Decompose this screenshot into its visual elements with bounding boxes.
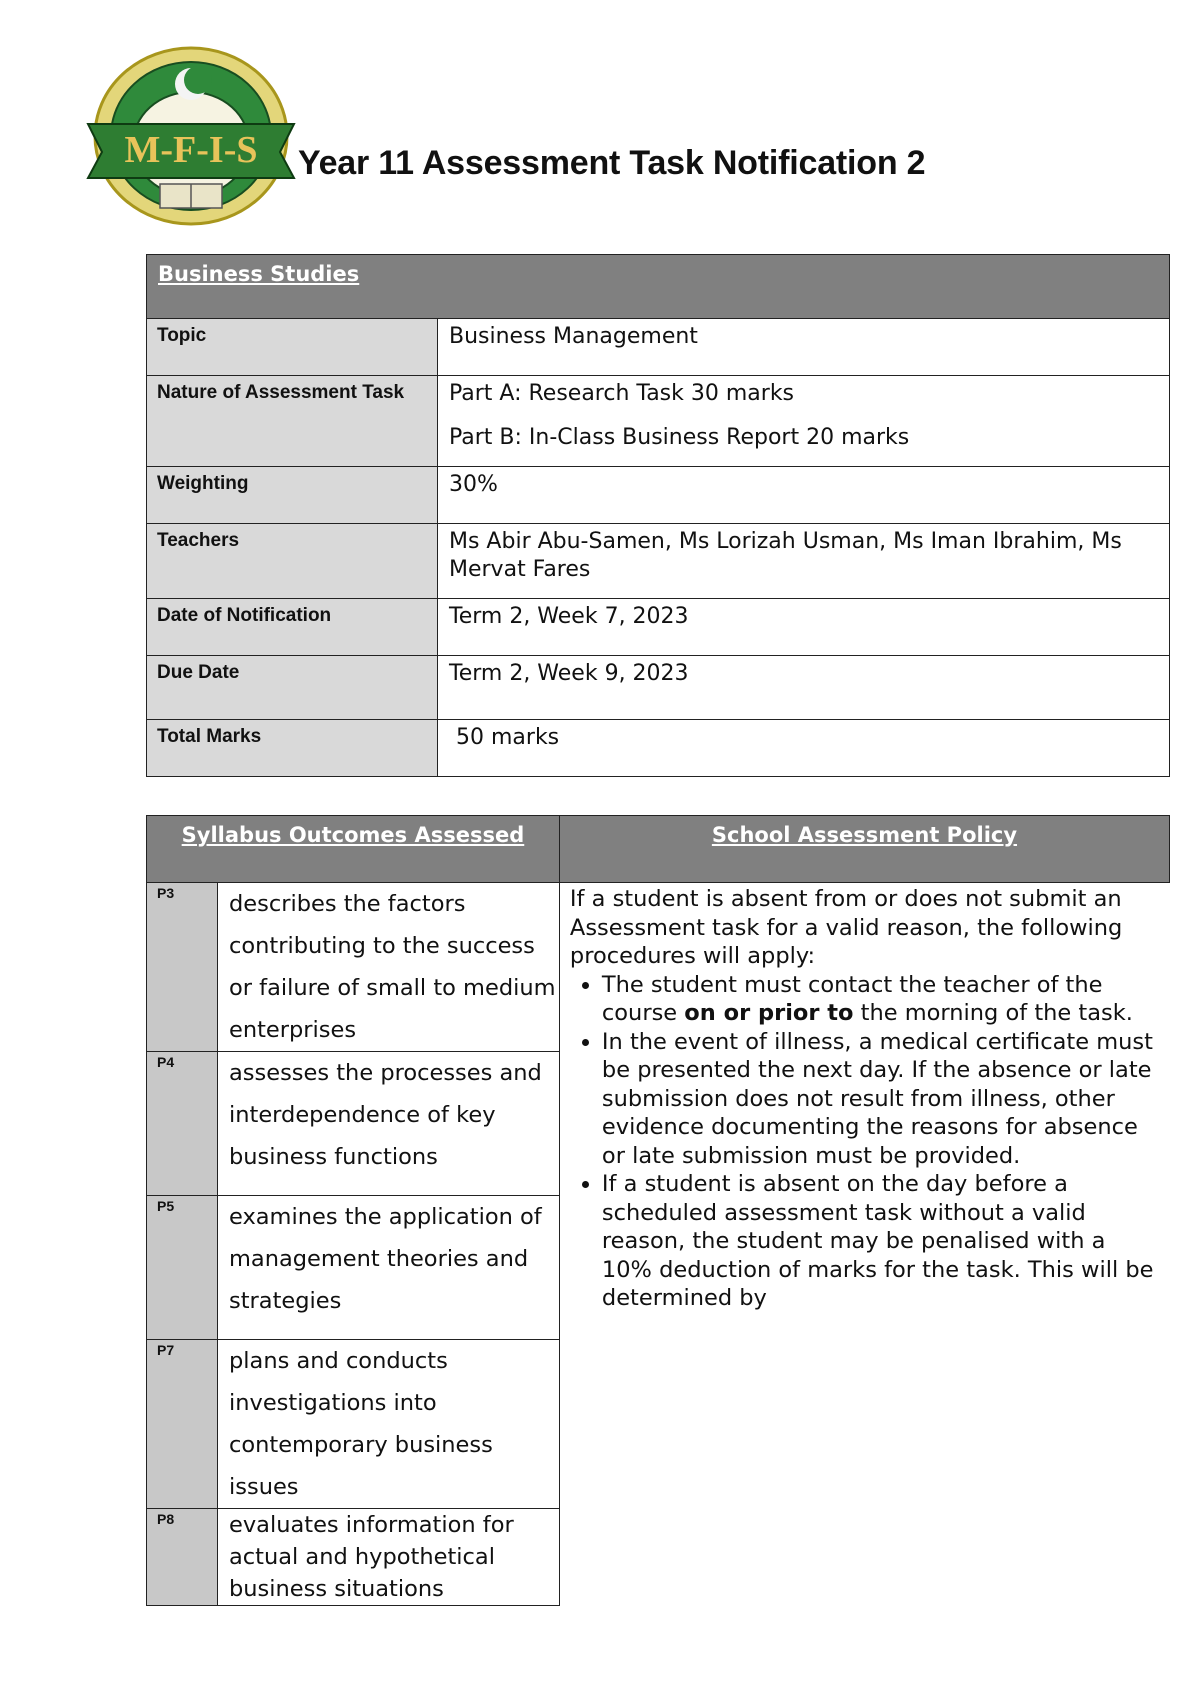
outcome-code: P4 bbox=[157, 1054, 175, 1070]
row-value-notification-date: Term 2, Week 7, 2023 bbox=[449, 604, 689, 629]
policy-cell bbox=[559, 883, 1169, 1607]
table-row bbox=[147, 524, 1170, 599]
row-label-topic: Topic bbox=[157, 325, 207, 346]
table-row bbox=[147, 319, 1170, 376]
table-row bbox=[147, 376, 1170, 467]
policy-bullet bbox=[602, 971, 1162, 1028]
policy-intro: If a student is absent from or does not submit an Assessment task for a valid reason, the following procedures will apply: bbox=[569, 886, 1123, 969]
policy-list bbox=[570, 971, 1162, 1313]
policy-emphasis: on or prior to bbox=[684, 1000, 854, 1026]
outcomes-policy-table bbox=[146, 815, 1170, 1606]
outcome-description: examines the application of management theories and strategies bbox=[229, 1204, 542, 1314]
table-row bbox=[147, 656, 1170, 720]
policy-bullet: • In the event of illness, a medical certificate must be presented the next day. If the absence or late submission does not result from illness, other evidence documenting the reasons for absence or late submission must be provided. bbox=[602, 1028, 1162, 1171]
outcome-description: plans and conducts investigations into contemporary business issues bbox=[229, 1348, 493, 1500]
row-value-total-marks: 50 marks bbox=[449, 725, 560, 750]
subject-heading: Business Studies bbox=[158, 262, 360, 286]
outcome-description: describes the factors contributing to the success or failure of small to medium enterprises bbox=[229, 891, 556, 1043]
details-heading-cell bbox=[147, 255, 1170, 319]
school-crest-logo bbox=[80, 44, 302, 234]
outcomes-heading: Syllabus Outcomes Assessed bbox=[181, 823, 525, 847]
policy-bullet-text: The student must contact the teacher of the course bbox=[601, 971, 1103, 1026]
logo-lettering: M-F-I-S bbox=[124, 129, 258, 171]
table-row bbox=[147, 467, 1170, 524]
row-value-part-b: Part B: In-Class Business Report 20 marks bbox=[449, 425, 910, 450]
table-row bbox=[147, 720, 1170, 777]
table-row bbox=[147, 599, 1170, 656]
task-details-table bbox=[146, 254, 1170, 777]
row-label-total-marks: Total Marks bbox=[157, 726, 262, 747]
outcome-code: P7 bbox=[157, 1342, 175, 1358]
policy-bullet-text: the morning of the task. bbox=[853, 1000, 1133, 1026]
outcomes-heading-cell bbox=[147, 816, 560, 883]
outcome-code: P3 bbox=[157, 885, 175, 901]
row-value-due-date: Term 2, Week 9, 2023 bbox=[449, 661, 689, 686]
policy-heading: School Assessment Policy bbox=[711, 823, 1018, 847]
row-label-notification-date: Date of Notification bbox=[157, 605, 332, 626]
row-value-teachers: Ms Abir Abu-Samen, Ms Lorizah Usman, Ms Iman Ibrahim, Ms Mervat Fares bbox=[449, 529, 1122, 582]
row-label-nature: Nature of Assessment Task bbox=[157, 382, 405, 403]
row-value-part-a: Part A: Research Task 30 marks bbox=[449, 381, 795, 406]
outcome-description: evaluates information for actual and hypothetical business situations bbox=[229, 1512, 514, 1602]
outcome-description: assesses the processes and interdependence of key business functions bbox=[229, 1060, 542, 1170]
row-value-topic: Business Management bbox=[449, 324, 698, 349]
policy-bullet: • If a student is absent on the day before a scheduled assessment task without a valid reason, the student may be penalised with a 10% deduction of marks for the task. This will be determined by bbox=[602, 1170, 1162, 1313]
page-title: Year 11 Assessment Task Notification 2 bbox=[298, 144, 926, 182]
row-value-weighting: 30% bbox=[449, 472, 498, 497]
policy-heading-cell bbox=[559, 816, 1169, 883]
outcome-code: P8 bbox=[157, 1511, 175, 1527]
table-row bbox=[147, 883, 1170, 1052]
row-label-due-date: Due Date bbox=[157, 662, 240, 683]
outcome-code: P5 bbox=[157, 1198, 175, 1214]
row-label-weighting: Weighting bbox=[157, 473, 249, 494]
row-label-teachers: Teachers bbox=[157, 530, 240, 551]
